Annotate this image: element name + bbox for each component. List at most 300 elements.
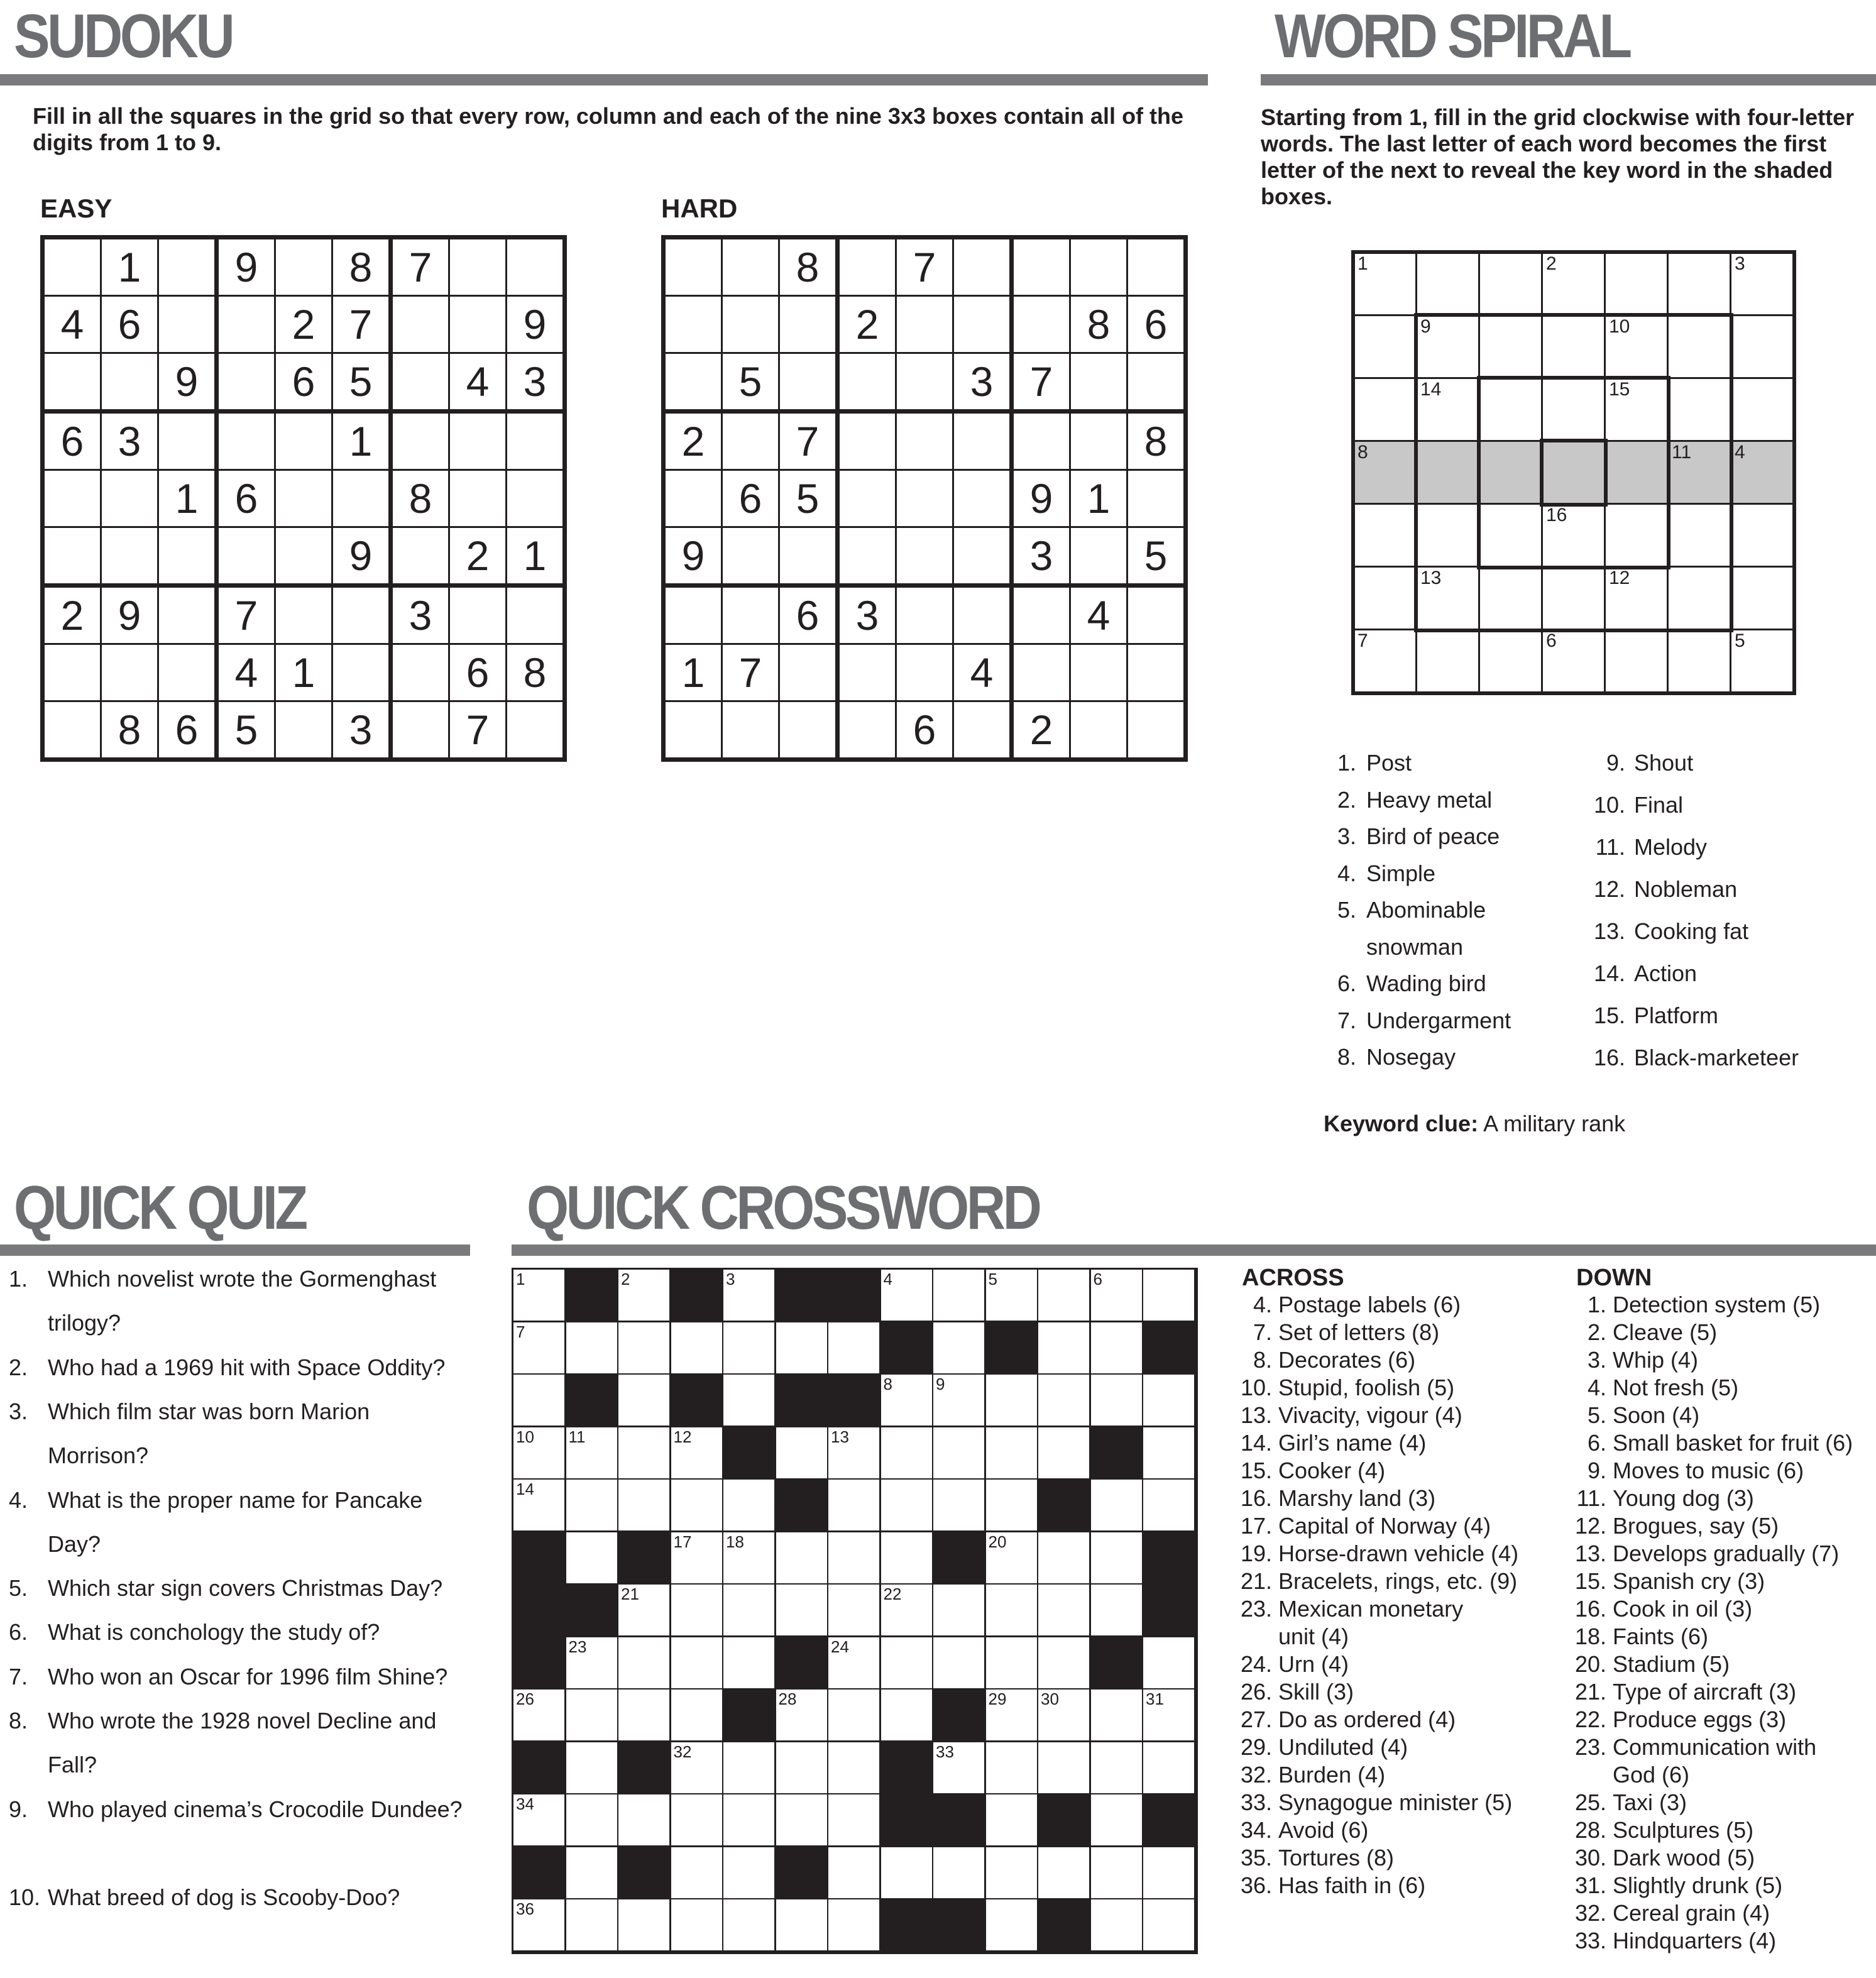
crossword-cell[interactable]: [828, 1585, 881, 1637]
down-clue: [1566, 1677, 1796, 1707]
crossword-cell[interactable]: [986, 1690, 1039, 1742]
crossword-cell[interactable]: [1091, 1532, 1144, 1585]
spiral-cell-number: 8: [1358, 442, 1368, 463]
spiral-clue-number: 16.: [1593, 1045, 1625, 1070]
spiral-clue-number: 1.: [1337, 750, 1356, 776]
across-heading: ACROSS: [1242, 1265, 1344, 1291]
crossword-cell[interactable]: [671, 1322, 724, 1375]
crossword-cell-number: 31: [1146, 1690, 1164, 1708]
crossword-cell[interactable]: [671, 1899, 724, 1952]
keyword-clue-text: A military rank: [1478, 1111, 1626, 1136]
crossword-cell[interactable]: [671, 1585, 724, 1637]
crossword-cell[interactable]: [776, 1585, 829, 1637]
crossword-cell[interactable]: [828, 1794, 881, 1847]
spiral-clue-number: 12.: [1593, 876, 1625, 902]
sudoku-cell: [953, 296, 1012, 353]
down-clue: [1566, 1649, 1730, 1679]
sudoku-cell: 2: [43, 586, 101, 644]
crossword-cell[interactable]: [566, 1794, 619, 1847]
sudoku-row: [664, 296, 1186, 353]
quiz-question-number: 2.: [9, 1354, 28, 1380]
crossword-cell[interactable]: [671, 1794, 724, 1847]
crossword-cell[interactable]: [1143, 1742, 1196, 1795]
crossword-cell[interactable]: [618, 1322, 671, 1375]
crossword-cell[interactable]: [776, 1532, 829, 1585]
crossword-cell[interactable]: [881, 1532, 934, 1585]
crossword-cell[interactable]: [776, 1742, 829, 1795]
across-clue-number: 24.: [1240, 1651, 1272, 1677]
crossword-cell[interactable]: [1038, 1847, 1091, 1900]
crossword-cell[interactable]: [828, 1322, 881, 1375]
crossword-cell[interactable]: [776, 1690, 829, 1742]
spiral-cell-number: 16: [1546, 505, 1567, 525]
crossword-cell[interactable]: [513, 1322, 566, 1375]
across-clue: [1232, 1622, 1349, 1652]
crossword-cell[interactable]: [1038, 1322, 1091, 1375]
crossword-cell[interactable]: [618, 1585, 671, 1637]
crossword-cell[interactable]: [566, 1637, 619, 1690]
sudoku-cell: [158, 586, 217, 644]
crossword-cell[interactable]: [1038, 1532, 1091, 1585]
down-clue-number: 3.: [1587, 1347, 1606, 1373]
down-clue-number: 16.: [1574, 1596, 1606, 1622]
crossword-block: [828, 1270, 881, 1322]
crossword-cell[interactable]: [1091, 1270, 1144, 1322]
quiz-question: [9, 1257, 475, 1345]
across-clue-text: Capital of Norway (4): [1278, 1513, 1491, 1539]
crossword-cell[interactable]: [723, 1375, 776, 1427]
sudoku-cell: [664, 296, 722, 353]
sudoku-cell: 6: [1127, 296, 1186, 353]
crossword-cell[interactable]: [933, 1585, 986, 1637]
down-clue-text: Cook in oil (3): [1613, 1596, 1753, 1622]
crossword-cell[interactable]: [671, 1480, 724, 1532]
spiral-cell: [1478, 629, 1543, 693]
sudoku-cell: [449, 412, 507, 470]
crossword-cell[interactable]: [1091, 1847, 1144, 1900]
sudoku-cell: 4: [43, 296, 101, 353]
crossword-cell[interactable]: [1143, 1899, 1196, 1952]
quiz-question: [9, 1566, 475, 1610]
crossword-block: [513, 1637, 566, 1690]
sudoku-cell: 8: [332, 238, 391, 296]
crossword-cell[interactable]: [1143, 1270, 1196, 1322]
crossword-cell[interactable]: [933, 1847, 986, 1900]
crossword-cell[interactable]: [618, 1899, 671, 1952]
crossword-block: [566, 1375, 619, 1427]
crossword-cell[interactable]: [723, 1322, 776, 1375]
sudoku-cell: 8: [1070, 296, 1127, 353]
across-clue-text: Decorates (6): [1278, 1347, 1416, 1373]
quick-quiz-title: QUICK QUIZ: [14, 1173, 305, 1242]
spiral-clue: [1326, 786, 1493, 813]
sudoku-title: SUDOKU: [14, 1, 233, 70]
crossword-cell[interactable]: [776, 1322, 829, 1375]
crossword-cell[interactable]: [566, 1690, 619, 1742]
across-clue-number: 35.: [1240, 1845, 1272, 1871]
across-clue-number: 23.: [1240, 1596, 1272, 1622]
crossword-cell[interactable]: [986, 1847, 1039, 1900]
quiz-question-number: 3.: [9, 1398, 28, 1424]
spiral-cell: [1415, 629, 1480, 693]
crossword-cell[interactable]: [723, 1847, 776, 1900]
crossword-cell[interactable]: [1038, 1270, 1091, 1322]
crossword-cell[interactable]: [881, 1427, 934, 1480]
spiral-cell: [1478, 251, 1543, 316]
sudoku-cell: 9: [158, 353, 217, 412]
crossword-cell[interactable]: [618, 1480, 671, 1532]
sudoku-cell: [838, 527, 896, 586]
sudoku-cell: [1127, 644, 1186, 701]
spiral-cell: [1478, 314, 1543, 379]
across-clue: [1232, 1677, 1354, 1707]
sudoku-cell: 7: [1012, 353, 1070, 412]
spiral-clue-number: 7.: [1337, 1007, 1356, 1033]
crossword-block: [776, 1847, 829, 1900]
crossword-block: [933, 1794, 986, 1847]
spiral-cell: [1541, 440, 1606, 505]
across-clue: [1232, 1345, 1415, 1375]
crossword-cell[interactable]: [933, 1742, 986, 1795]
spiral-cell-number: 14: [1420, 379, 1442, 400]
crossword-cell[interactable]: [986, 1480, 1039, 1532]
crossword-cell[interactable]: [618, 1375, 671, 1427]
crossword-cell[interactable]: [933, 1637, 986, 1690]
crossword-cell[interactable]: [566, 1847, 619, 1900]
crossword-cell[interactable]: [1143, 1480, 1196, 1532]
crossword-cell[interactable]: [618, 1794, 671, 1847]
crossword-cell[interactable]: [776, 1427, 829, 1480]
crossword-cell[interactable]: [828, 1637, 881, 1690]
sudoku-cell: [1070, 527, 1127, 586]
sudoku-cell: [838, 644, 896, 701]
crossword-cell[interactable]: [671, 1847, 724, 1900]
crossword-cell[interactable]: [1143, 1427, 1196, 1480]
crossword-cell[interactable]: [1038, 1375, 1091, 1427]
down-clue-text: Sculptures (5): [1613, 1817, 1754, 1843]
crossword-block: [723, 1690, 776, 1742]
spiral-cell: [1415, 251, 1480, 316]
sudoku-cell: [217, 353, 275, 412]
down-clue-text: Taxi (3): [1613, 1789, 1687, 1815]
quiz-question-text: Which film star was born Marion Morrison?: [48, 1398, 370, 1468]
sudoku-cell: [158, 527, 217, 586]
crossword-cell[interactable]: [828, 1847, 881, 1900]
crossword-cell[interactable]: [828, 1742, 881, 1795]
crossword-cell[interactable]: [1091, 1322, 1144, 1375]
crossword-cell[interactable]: [1091, 1375, 1144, 1427]
sudoku-cell: 5: [1127, 527, 1186, 586]
crossword-cell[interactable]: [671, 1427, 724, 1480]
crossword-block: [566, 1585, 619, 1637]
down-clue-text: Cleave (5): [1613, 1319, 1718, 1345]
sudoku-cell: 7: [217, 586, 275, 644]
sudoku-cell: 1: [275, 644, 332, 701]
crossword-cell[interactable]: [513, 1899, 566, 1952]
spiral-clue-number: 2.: [1337, 786, 1356, 813]
spiral-clue-number: 11.: [1595, 834, 1625, 860]
crossword-cell[interactable]: [723, 1742, 776, 1795]
crossword-cell[interactable]: [513, 1480, 566, 1532]
sudoku-cell: [449, 296, 507, 353]
sudoku-cell: [896, 296, 953, 353]
across-clue: [1232, 1732, 1408, 1762]
spiral-cell: [1541, 566, 1606, 630]
sudoku-cell: 7: [332, 296, 391, 353]
crossword-cell[interactable]: [933, 1270, 986, 1322]
sudoku-cell: 2: [449, 527, 507, 586]
crossword-cell[interactable]: [723, 1899, 776, 1952]
crossword-cell[interactable]: [1091, 1480, 1144, 1532]
spiral-clue: [1584, 752, 1693, 774]
sudoku-cell: [43, 238, 101, 296]
crossword-cell[interactable]: [1038, 1585, 1091, 1637]
crossword-cell[interactable]: [828, 1690, 881, 1742]
crossword-block: [881, 1322, 934, 1375]
across-clue: [1232, 1566, 1517, 1596]
spiral-cell-number: 7: [1358, 630, 1368, 651]
crossword-cell[interactable]: [1143, 1375, 1196, 1427]
crossword-cell[interactable]: [986, 1270, 1039, 1322]
crossword-cell[interactable]: [986, 1427, 1039, 1480]
sudoku-hard-label: HARD: [661, 194, 738, 223]
sudoku-cell: [953, 527, 1012, 586]
crossword-cell[interactable]: [881, 1847, 934, 1900]
quiz-question-number: 1.: [9, 1266, 28, 1292]
crossword-block: [986, 1322, 1039, 1375]
crossword-cell-number: 6: [1093, 1270, 1102, 1288]
across-clue-number: 7.: [1253, 1319, 1272, 1345]
crossword-cell[interactable]: [1038, 1427, 1091, 1480]
crossword-cell[interactable]: [986, 1899, 1039, 1952]
crossword-cell[interactable]: [986, 1532, 1039, 1585]
quiz-question-number: 9.: [9, 1796, 28, 1822]
crossword-cell[interactable]: [1038, 1637, 1091, 1690]
sudoku-hard-grid: [661, 235, 1188, 762]
sudoku-instructions: Fill in all the squares in the grid so that every row, column and each of the nine 3x3 boxes contain all of the digits from 1 to 9.: [33, 103, 1184, 155]
sudoku-cell: [1012, 412, 1070, 470]
crossword-cell[interactable]: [566, 1427, 619, 1480]
spiral-cell: [1604, 440, 1669, 505]
crossword-cell[interactable]: [881, 1637, 934, 1690]
sudoku-cell: [1012, 238, 1070, 296]
crossword-cell[interactable]: [986, 1637, 1039, 1690]
quick-crossword-title-rule: [512, 1244, 1876, 1256]
crossword-cell[interactable]: [513, 1375, 566, 1427]
down-clue-number: 12.: [1574, 1513, 1606, 1539]
spiral-cell: [1667, 314, 1731, 379]
crossword-cell[interactable]: [513, 1427, 566, 1480]
crossword-cell[interactable]: [881, 1585, 934, 1637]
quiz-question-text: Which star sign covers Christmas Day?: [48, 1575, 443, 1601]
crossword-cell[interactable]: [566, 1899, 619, 1952]
down-clue: [1566, 1705, 1786, 1735]
quiz-question: [9, 1699, 475, 1787]
crossword-cell[interactable]: [986, 1742, 1039, 1795]
crossword-cell[interactable]: [933, 1480, 986, 1532]
crossword-block: [881, 1794, 934, 1847]
spiral-cell: [1478, 377, 1543, 442]
down-clue: [1566, 1566, 1765, 1596]
crossword-cell[interactable]: [566, 1322, 619, 1375]
spiral-clue: [1584, 836, 1707, 859]
crossword-cell-number: 34: [516, 1794, 534, 1813]
crossword-cell[interactable]: [881, 1375, 934, 1427]
down-clue: [1566, 1539, 1839, 1569]
quiz-question-text: Which novelist wrote the Gormenghast trilogy?: [48, 1266, 437, 1336]
crossword-cell-number: 20: [988, 1532, 1007, 1551]
crossword-cell[interactable]: [671, 1532, 724, 1585]
crossword-cell[interactable]: [618, 1690, 671, 1742]
crossword-cell[interactable]: [1091, 1899, 1144, 1952]
sudoku-cell: [664, 701, 722, 760]
down-clue-text: Small basket for fruit (6): [1613, 1430, 1853, 1456]
crossword-cell[interactable]: [618, 1637, 671, 1690]
crossword-cell[interactable]: [618, 1427, 671, 1480]
crossword-cell[interactable]: [723, 1480, 776, 1532]
crossword-cell[interactable]: [723, 1532, 776, 1585]
sudoku-cell: [779, 701, 838, 760]
down-clue: [1566, 1926, 1776, 1956]
crossword-cell[interactable]: [828, 1427, 881, 1480]
crossword-cell[interactable]: [776, 1794, 829, 1847]
crossword-cell[interactable]: [513, 1270, 566, 1322]
sudoku-cell: 6: [101, 296, 158, 353]
down-clue: [1566, 1898, 1770, 1928]
crossword-block: [671, 1375, 724, 1427]
spiral-clue: [1326, 1009, 1511, 1032]
spiral-cell-number: 12: [1609, 568, 1630, 588]
crossword-cell-number: 11: [568, 1427, 586, 1446]
spiral-clue: [1326, 862, 1435, 885]
sudoku-cell: 8: [391, 470, 449, 527]
across-clue-text: Undiluted (4): [1278, 1734, 1408, 1760]
across-clue-text: unit (4): [1278, 1624, 1349, 1649]
crossword-cell[interactable]: [723, 1270, 776, 1322]
across-clue: [1232, 1760, 1385, 1790]
sudoku-cell: [391, 701, 449, 760]
spiral-cell: [1352, 251, 1417, 316]
crossword-cell[interactable]: [566, 1742, 619, 1795]
crossword-cell[interactable]: [671, 1742, 724, 1795]
sudoku-cell: [779, 527, 838, 586]
crossword-cell[interactable]: [986, 1585, 1039, 1637]
sudoku-cell: 1: [1070, 470, 1127, 527]
crossword-cell[interactable]: [986, 1794, 1039, 1847]
crossword-cell[interactable]: [881, 1480, 934, 1532]
sudoku-cell: [43, 644, 101, 701]
sudoku-cell: 4: [217, 644, 275, 701]
sudoku-cell: [722, 701, 779, 760]
spiral-clue-number: 9.: [1606, 750, 1625, 776]
down-clue: [1566, 1373, 1738, 1403]
crossword-cell[interactable]: [881, 1690, 934, 1742]
across-clue-number: 36.: [1240, 1872, 1272, 1898]
crossword-cell[interactable]: [881, 1270, 934, 1322]
sudoku-cell: [275, 412, 332, 470]
down-clue-text: Stadium (5): [1613, 1651, 1730, 1677]
crossword-cell[interactable]: [618, 1270, 671, 1322]
across-clue-number: 8.: [1253, 1347, 1272, 1373]
crossword-cell-number: 28: [778, 1690, 797, 1708]
across-clue-text: Avoid (6): [1278, 1817, 1369, 1843]
crossword-cell-number: 21: [621, 1585, 639, 1603]
crossword-cell[interactable]: [776, 1899, 829, 1952]
crossword-cell-number: 24: [831, 1637, 849, 1656]
across-clue-text: Skill (3): [1278, 1679, 1354, 1705]
crossword-cell[interactable]: [723, 1794, 776, 1847]
crossword-cell[interactable]: [671, 1637, 724, 1690]
crossword-cell[interactable]: [723, 1585, 776, 1637]
crossword-cell[interactable]: [513, 1794, 566, 1847]
crossword-cell[interactable]: [1143, 1690, 1196, 1742]
crossword-cell[interactable]: [723, 1637, 776, 1690]
crossword-block: [513, 1532, 566, 1585]
spiral-clue: [1326, 825, 1500, 848]
across-clue-text: Synagogue minister (5): [1278, 1789, 1513, 1815]
across-clue-number: 4.: [1253, 1292, 1272, 1317]
sudoku-cell: [722, 238, 779, 296]
down-clue-text: Moves to music (6): [1613, 1458, 1804, 1483]
down-clue: [1566, 1317, 1717, 1348]
spiral-cell: [1415, 503, 1480, 568]
spiral-cell-number: 4: [1735, 442, 1745, 463]
crossword-cell[interactable]: [671, 1690, 724, 1742]
crossword-cell[interactable]: [1038, 1690, 1091, 1742]
crossword-cell[interactable]: [933, 1322, 986, 1375]
spiral-clue-text: Shout: [1634, 750, 1694, 776]
crossword-cell[interactable]: [1038, 1742, 1091, 1795]
crossword-block: [776, 1480, 829, 1532]
crossword-cell[interactable]: [566, 1532, 619, 1585]
crossword-cell[interactable]: [1143, 1847, 1196, 1900]
crossword-cell[interactable]: [933, 1375, 986, 1427]
sudoku-row: [664, 353, 1186, 412]
crossword-cell[interactable]: [828, 1480, 881, 1532]
crossword-cell[interactable]: [1143, 1637, 1196, 1690]
crossword-cell[interactable]: [513, 1690, 566, 1742]
across-clue-text: Set of letters (8): [1278, 1319, 1440, 1345]
down-clue-number: 25.: [1574, 1789, 1606, 1815]
sudoku-cell: [158, 644, 217, 701]
crossword-cell[interactable]: [828, 1899, 881, 1952]
quiz-question-text: Who won an Oscar for 1996 film Shine?: [48, 1664, 448, 1690]
across-clue-text: Vivacity, vigour (4): [1278, 1402, 1462, 1428]
sudoku-cell: 5: [332, 353, 391, 412]
crossword-cell[interactable]: [828, 1532, 881, 1585]
crossword-cell[interactable]: [1091, 1585, 1144, 1637]
crossword-cell[interactable]: [986, 1375, 1039, 1427]
sudoku-row: [664, 412, 1186, 470]
spiral-clue-number: 13.: [1593, 918, 1625, 944]
spiral-clue-number: 15.: [1593, 1003, 1625, 1028]
crossword-block: [933, 1532, 986, 1585]
down-clue: [1566, 1732, 1816, 1762]
spiral-cell: [1604, 629, 1669, 693]
crossword-cell[interactable]: [1091, 1690, 1144, 1742]
sudoku-cell: 5: [722, 353, 779, 412]
crossword-cell[interactable]: [1091, 1794, 1144, 1847]
crossword-cell[interactable]: [933, 1427, 986, 1480]
sudoku-cell: [1127, 701, 1186, 760]
crossword-cell[interactable]: [1091, 1742, 1144, 1795]
sudoku-cell: [1070, 644, 1127, 701]
spiral-clue: [1326, 1046, 1456, 1069]
sudoku-cell: 8: [101, 701, 158, 760]
spiral-clue-number: 6.: [1337, 970, 1356, 996]
sudoku-cell: [722, 527, 779, 586]
crossword-cell[interactable]: [566, 1480, 619, 1532]
